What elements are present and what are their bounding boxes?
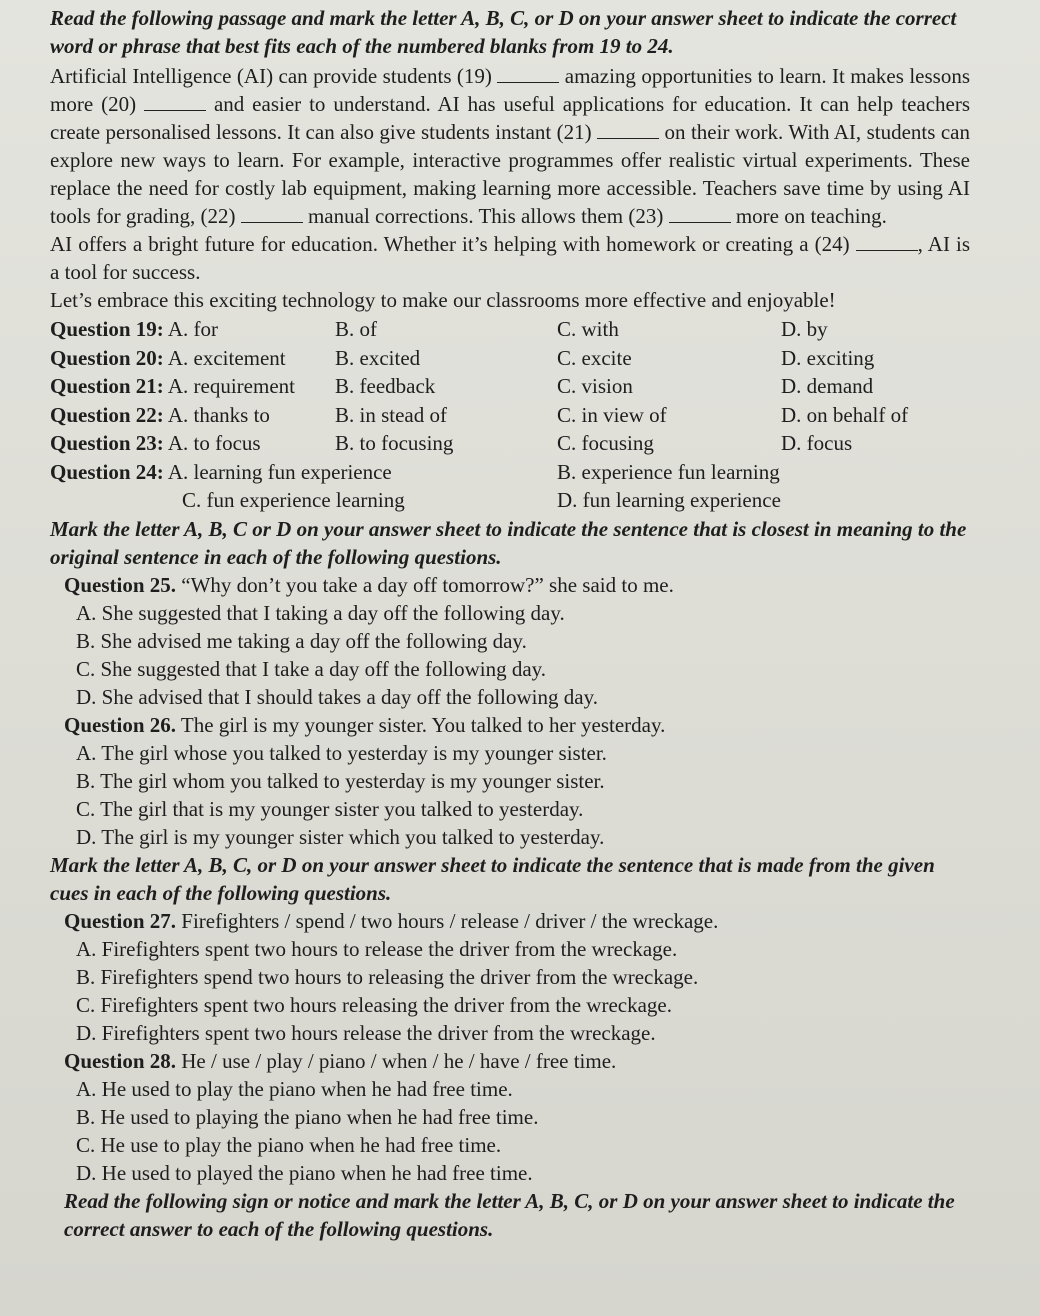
cues-instructions: Mark the letter A, B, C, or D on your answer sheet to indicate the sentence that is made from the given cues in each of the following questions. bbox=[50, 852, 935, 905]
option-c: C. He use to play the piano when he had free time. bbox=[76, 1132, 502, 1157]
option-d: D. on behalf of bbox=[781, 402, 909, 427]
question-label: Question 23: bbox=[50, 431, 164, 455]
question-stem: Firefighters / spend / two hours / release / driver / the wreckage. bbox=[181, 908, 719, 933]
option-c: C. with bbox=[557, 317, 619, 341]
option-b: B. feedback bbox=[335, 374, 436, 398]
option-c: C. in view of bbox=[557, 402, 667, 427]
option-c: C. vision bbox=[557, 374, 633, 398]
passage-paragraph-1 bbox=[50, 62, 970, 230]
question-label: Question 24: bbox=[50, 459, 164, 484]
question-26 bbox=[50, 711, 970, 851]
passage-text-2a: AI offers a bright future for education. Whether it’s helping with homework or creating a (24) bbox=[50, 232, 850, 256]
option-d: D. He used to played the piano when he had free time. bbox=[76, 1160, 533, 1185]
blank-20 bbox=[144, 92, 206, 111]
option-a: A. to focus bbox=[167, 431, 261, 455]
passage-text-1d: on their work. With AI, students can explore new ways to learn. For example, interactive programmes offer realistic virtual experiments. These replace the need for costly lab equipment, making learning more accessible. Teachers save time by using AI tools for grading, (22) bbox=[50, 120, 971, 228]
question-stem: The girl is my younger sister. You talked to her yesterday. bbox=[180, 712, 666, 737]
blank-22 bbox=[241, 204, 303, 223]
option-a: A. thanks to bbox=[167, 402, 270, 427]
option-b: B. in stead of bbox=[335, 402, 447, 427]
question-23 bbox=[50, 429, 970, 458]
question-label: Question 19: bbox=[50, 317, 164, 341]
passage-text-1a: Artificial Intelligence (AI) can provide students (19) bbox=[50, 64, 492, 88]
question-label: Question 20: bbox=[50, 345, 164, 370]
passage bbox=[50, 62, 970, 314]
blank-24 bbox=[856, 232, 918, 251]
option-a: A. requirement bbox=[167, 374, 295, 398]
question-19 bbox=[50, 315, 970, 344]
question-21 bbox=[50, 372, 970, 401]
passage-text-1b: amazing opportunities to learn. It makes lessons more (20) bbox=[50, 64, 971, 116]
option-c: C. Firefighters spent two hours releasing the driver from the wreckage. bbox=[76, 992, 672, 1017]
passage-text-2b: , AI is a tool for success. bbox=[50, 232, 970, 284]
option-d: D. fun learning experience bbox=[557, 488, 781, 512]
option-b: B. experience fun learning bbox=[557, 459, 780, 484]
closest-meaning-instructions: Mark the letter A, B, C or D on your answer sheet to indicate the sentence that is closest in meaning to the original sentence in each of the following questions. bbox=[50, 516, 967, 569]
option-c: C. She suggested that I take a day off the following day. bbox=[76, 656, 547, 681]
passage-paragraph-3: Let’s embrace this exciting technology to make our classrooms more effective and enjoyable! bbox=[50, 288, 836, 312]
question-stem: “Why don’t you take a day off tomorrow?” she said to me. bbox=[181, 572, 674, 597]
question-label: Question 26. bbox=[64, 712, 177, 737]
blank-19 bbox=[497, 64, 559, 83]
question-label: Question 25. bbox=[64, 572, 177, 597]
question-label: Question 21: bbox=[50, 374, 164, 398]
passage-text-1f: more on teaching. bbox=[735, 204, 887, 228]
question-24 bbox=[50, 458, 970, 515]
option-b: B. excited bbox=[335, 345, 421, 370]
option-b: B. He used to playing the piano when he had free time. bbox=[76, 1104, 539, 1129]
question-label: Question 27. bbox=[64, 908, 177, 933]
question-label: Question 22: bbox=[50, 402, 164, 427]
option-a: A. She suggested that I taking a day off the following day. bbox=[76, 600, 565, 625]
option-b: B. She advised me taking a day off the following day. bbox=[76, 628, 527, 653]
option-a: A. excitement bbox=[167, 345, 286, 370]
option-a: A. He used to play the piano when he had free time. bbox=[76, 1076, 513, 1101]
option-d: D. The girl is my younger sister which you talked to yesterday. bbox=[76, 824, 605, 849]
option-d: D. demand bbox=[781, 374, 874, 398]
option-d: D. by bbox=[781, 317, 828, 341]
option-d: D. focus bbox=[781, 431, 853, 455]
option-d: D. Firefighters spent two hours release the driver from the wreckage. bbox=[76, 1020, 656, 1045]
option-a: A. learning fun experience bbox=[167, 459, 392, 484]
option-b: B. Firefighters spend two hours to releasing the driver from the wreckage. bbox=[76, 964, 699, 989]
question-27 bbox=[50, 907, 970, 1047]
option-d: D. exciting bbox=[781, 345, 875, 370]
passage-text-1e: manual corrections. This allows them (23) bbox=[307, 204, 664, 228]
blank-23 bbox=[669, 204, 731, 223]
option-c: C. excite bbox=[557, 345, 632, 370]
question-stem: He / use / play / piano / when / he / have / free time. bbox=[181, 1048, 617, 1073]
option-c: C. focusing bbox=[557, 431, 654, 455]
option-a: A. for bbox=[167, 317, 219, 341]
passage-paragraph-2 bbox=[50, 230, 970, 286]
option-c: C. The girl that is my younger sister you talked to yesterday. bbox=[76, 796, 584, 821]
option-a: A. The girl whose you talked to yesterday is my younger sister. bbox=[76, 740, 607, 765]
option-b: B. of bbox=[335, 317, 377, 341]
sign-instructions: Read the following sign or notice and mark the letter A, B, C, or D on your answer sheet to indicate the correct answer to each of the following questions. bbox=[64, 1188, 955, 1241]
option-b: B. to focusing bbox=[335, 431, 454, 455]
option-c: C. fun experience learning bbox=[182, 488, 405, 512]
option-a: A. Firefighters spent two hours to release the driver from the wreckage. bbox=[76, 936, 678, 961]
passage-instructions: Read the following passage and mark the letter A, B, C, or D on your answer sheet to indicate the correct word or phrase that best fits each of the numbered blanks from 19 to 24. bbox=[50, 6, 957, 58]
question-label: Question 28. bbox=[64, 1048, 177, 1073]
option-d: D. She advised that I should takes a day off the following day. bbox=[76, 684, 598, 709]
option-b: B. The girl whom you talked to yesterday is my younger sister. bbox=[76, 768, 605, 793]
blank-21 bbox=[597, 120, 659, 139]
question-20 bbox=[50, 344, 970, 373]
passage-text-1c: and easier to understand. AI has useful applications for education. It can help teachers create personalised lessons. It can also give students instant (21) bbox=[50, 92, 971, 144]
question-28 bbox=[50, 1047, 970, 1187]
fill-questions bbox=[50, 315, 970, 515]
question-25 bbox=[50, 571, 970, 711]
question-22 bbox=[50, 401, 970, 430]
